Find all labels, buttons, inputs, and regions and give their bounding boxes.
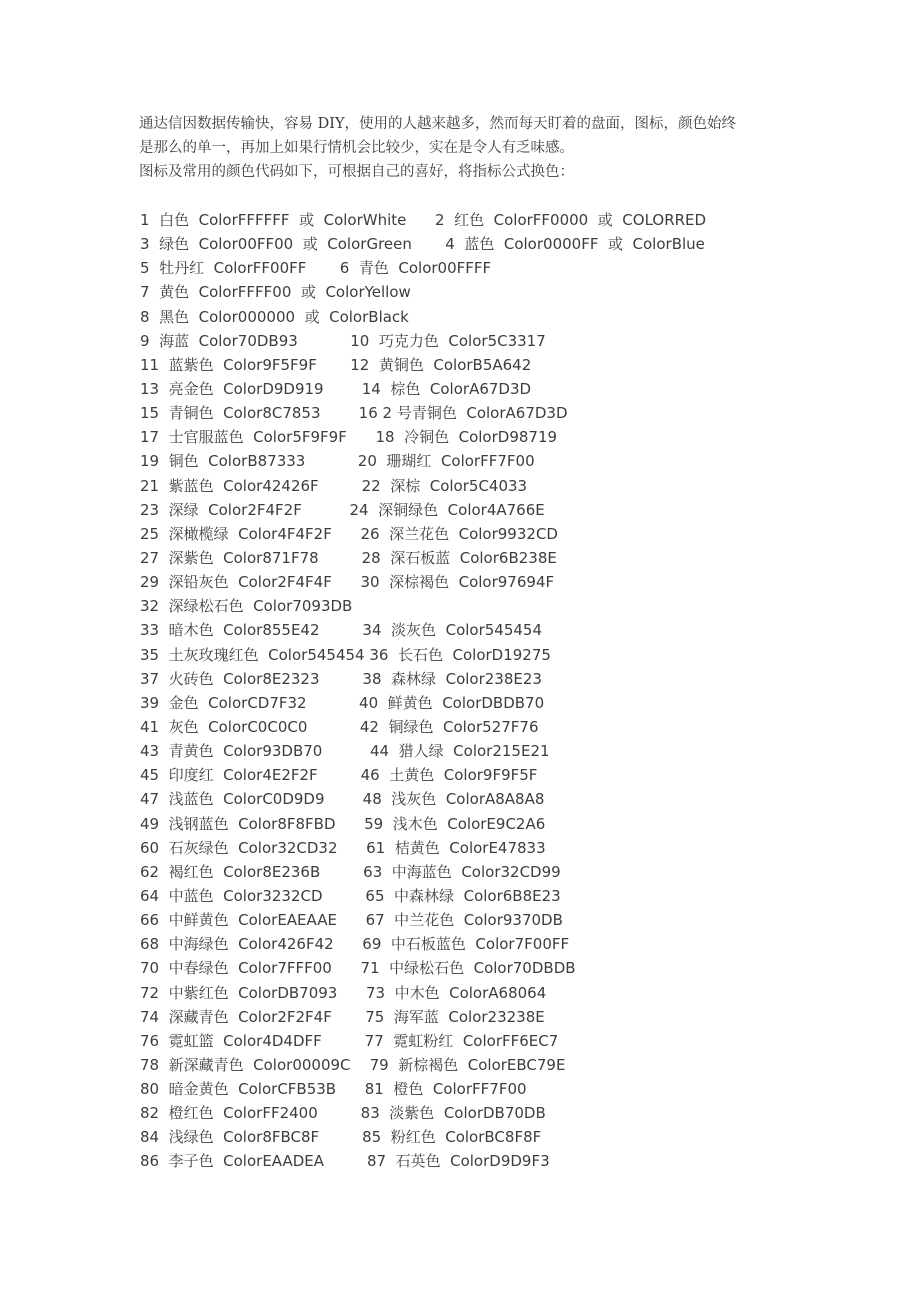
color-code-line: 68 中海绿色 Color426F42 69 中石板蓝色 Color7F00FF (140, 935, 570, 954)
color-code-line: 27 深紫色 Color871F78 28 深石板蓝 Color6B238E (140, 548, 557, 567)
color-code-line: 3 绿色 Color00FF00 或 ColorGreen 4 蓝色 Color0000FF 或 ColorBlue (140, 235, 705, 254)
color-code-line: 80 暗金黄色 ColorCFB53B 81 橙色 ColorFF7F00 (140, 1080, 527, 1099)
intro-paragraph (139, 112, 799, 184)
color-code-line: 35 土灰玫瑰红色 Color545454 36 长石色 ColorD19275 (140, 645, 551, 664)
intro-line: 图标及常用的颜色代码如下，可根据自己的喜好，将指标公式换色： (139, 164, 574, 180)
color-code-line: 32 深绿松石色 Color7093DB (140, 597, 353, 616)
color-code-line: 23 深绿 Color2F4F2F 24 深铜绿色 Color4A766E (140, 500, 545, 519)
color-code-line: 9 海蓝 Color70DB93 10 巧克力色 Color5C3317 (140, 331, 546, 350)
color-code-line: 74 深藏青色 Color2F2F4F 75 海军蓝 Color23238E (140, 1007, 545, 1026)
intro-line: 通达信因数据传输快，容易 DIY，使用的人越来越多，然而每天盯着的盘面，图标，颜色始终 (139, 116, 737, 132)
color-code-line: 39 金色 ColorCD7F32 40 鲜黄色 ColorDBDB70 (140, 693, 545, 712)
color-code-line: 7 黄色 ColorFFFF00 或 ColorYellow (140, 283, 411, 302)
color-code-line: 64 中蓝色 Color3232CD 65 中森林绿 Color6B8E23 (140, 886, 561, 905)
color-code-line: 45 印度红 Color4E2F2F 46 土黄色 Color9F9F5F (140, 766, 538, 785)
color-code-line: 19 铜色 ColorB87333 20 珊瑚红 ColorFF7F00 (140, 452, 535, 471)
intro-line: 是那么的单一，再加上如果行情机会比较少，实在是令人有乏味感。 (139, 140, 574, 156)
color-code-line: 84 浅绿色 Color8FBC8F 85 粉红色 ColorBC8F8F (140, 1128, 542, 1147)
color-code-line: 43 青黄色 Color93DB70 44 猎人绿 Color215E21 (140, 742, 550, 761)
color-code-line: 1 白色 ColorFFFFFF 或 ColorWhite 2 红色 ColorFF0000 或 COLORRED (140, 211, 707, 229)
color-code-line: 21 紫蓝色 Color42426F 22 深棕 Color5C4033 (140, 476, 528, 495)
color-code-line: 66 中鲜黄色 ColorEAEAAE 67 中兰花色 Color9370DB (140, 911, 563, 930)
color-code-line: 11 蓝紫色 Color9F5F9F 12 黄铜色 ColorB5A642 (140, 355, 532, 374)
color-code-line: 13 亮金色 ColorD9D919 14 棕色 ColorA67D3D (140, 379, 532, 398)
color-code-line: 60 石灰绿色 Color32CD32 61 桔黄色 ColorE47833 (140, 838, 546, 857)
color-code-line: 82 橙红色 ColorFF2400 83 淡紫色 ColorDB70DB (140, 1104, 546, 1123)
color-code-line: 17 士官服蓝色 Color5F9F9F 18 冷铜色 ColorD98719 (140, 428, 558, 447)
color-code-line: 25 深橄榄绿 Color4F4F2F 26 深兰花色 Color9932CD (140, 524, 558, 543)
color-code-line: 76 霓虹篮 Color4D4DFF 77 霓虹粉红 ColorFF6EC7 (140, 1031, 559, 1050)
color-code-line: 33 暗木色 Color855E42 34 淡灰色 Color545454 (140, 621, 543, 640)
color-code-line: 62 褐红色 Color8E236B 63 中海蓝色 Color32CD99 (140, 862, 561, 881)
color-code-line: 8 黑色 Color000000 或 ColorBlack (140, 307, 409, 326)
color-code-line: 41 灰色 ColorC0C0C0 42 铜绿色 Color527F76 (140, 717, 539, 736)
color-code-line: 5 牡丹红 ColorFF00FF 6 青色 Color00FFFF (140, 259, 492, 278)
color-code-list (140, 208, 840, 1174)
color-code-line: 86 李子色 ColorEAADEA 87 石英色 ColorD9D9F3 (140, 1152, 550, 1171)
color-code-line: 70 中春绿色 Color7FFF00 71 中绿松石色 Color70DBDB (140, 959, 576, 978)
color-code-line: 78 新深藏青色 Color00009C 79 新棕褐色 ColorEBC79E (140, 1055, 566, 1074)
color-code-line: 15 青铜色 Color8C7853 16 2 号青铜色 ColorA67D3D (140, 404, 568, 423)
color-code-line: 72 中紫红色 ColorDB7093 73 中木色 ColorA68064 (140, 983, 547, 1002)
color-code-line: 29 深铅灰色 Color2F4F4F 30 深棕褐色 Color97694F (140, 573, 555, 592)
color-code-line: 37 火砖色 Color8E2323 38 森林绿 Color238E23 (140, 669, 542, 688)
color-code-line: 49 浅钢蓝色 Color8F8FBD 59 浅木色 ColorE9C2A6 (140, 814, 546, 833)
color-code-line: 47 浅蓝色 ColorC0D9D9 48 浅灰色 ColorA8A8A8 (140, 790, 545, 809)
